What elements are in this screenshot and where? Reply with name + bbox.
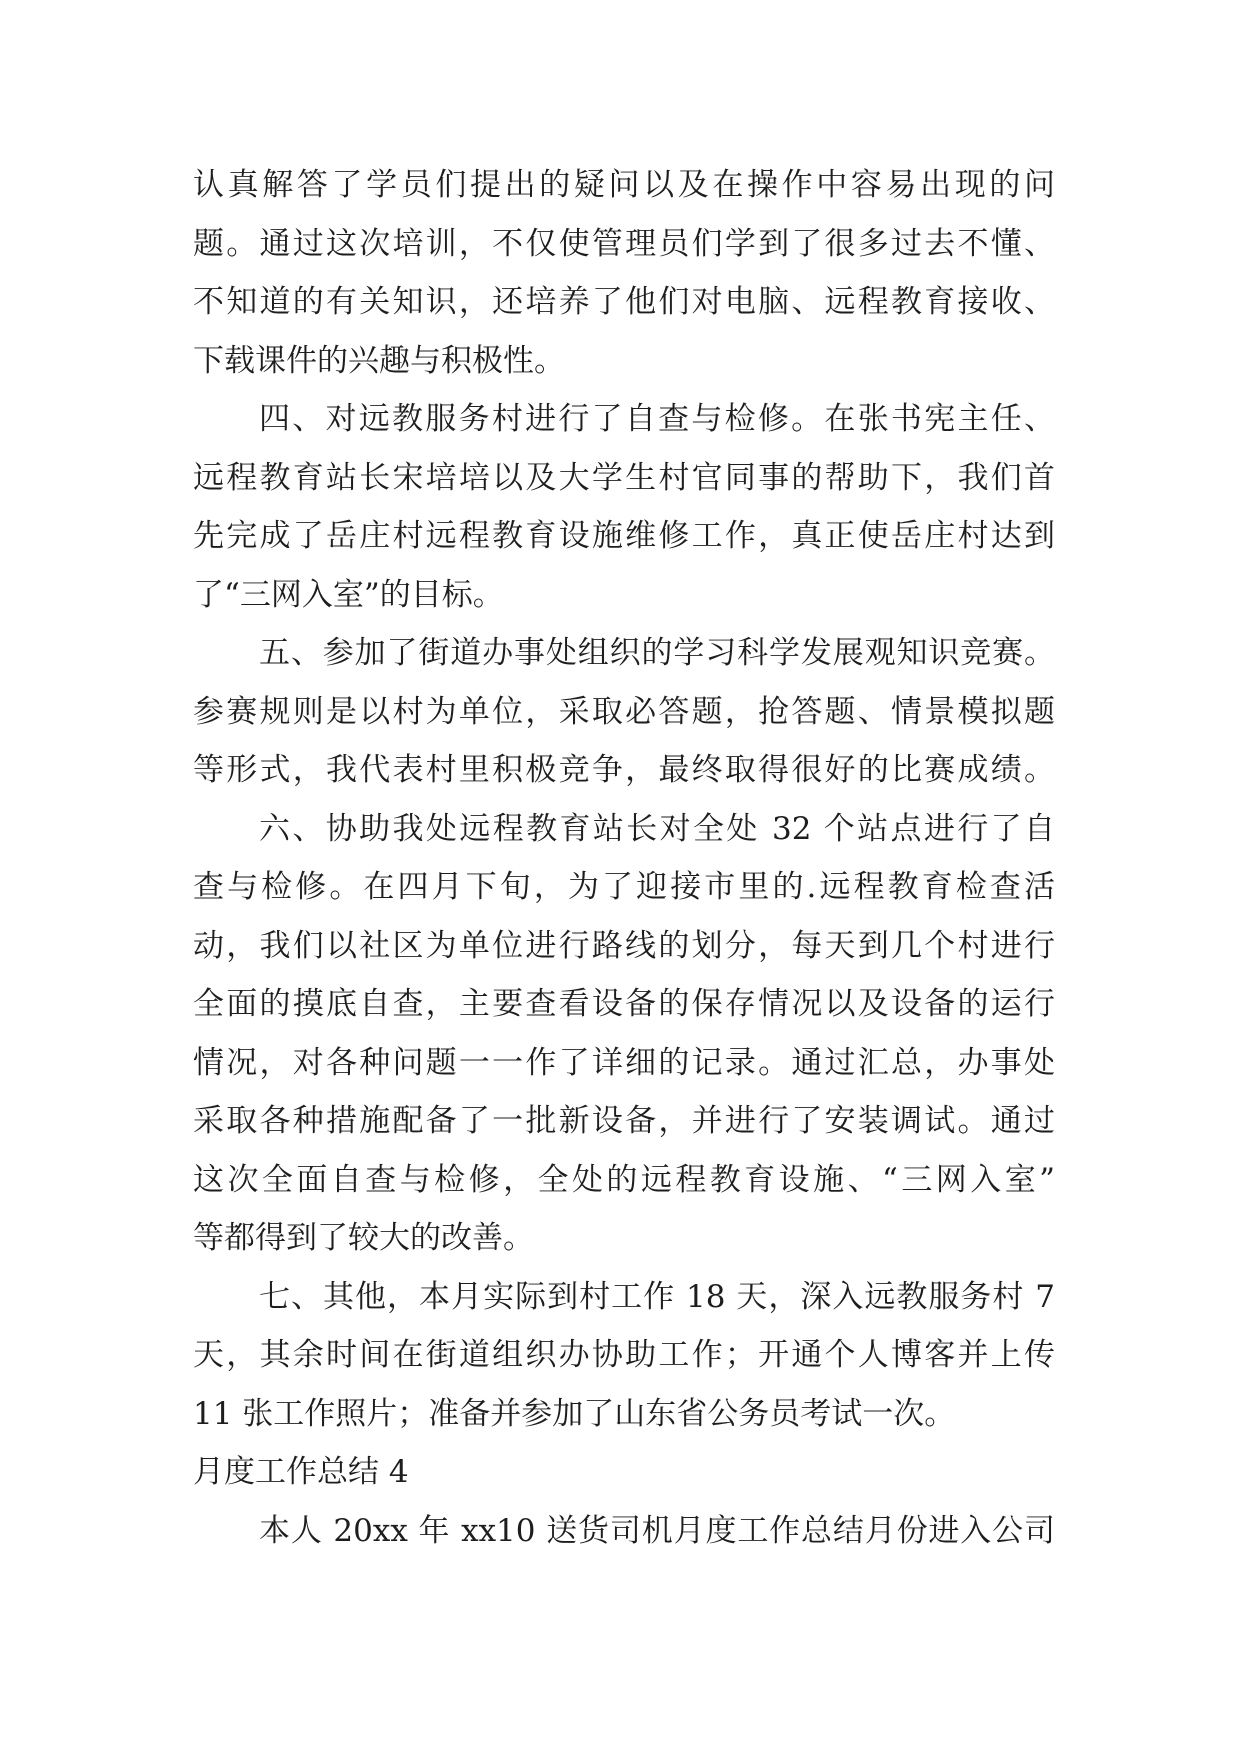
text-line: 11 张工作照片；准备并参加了山东省公务员考试一次。 <box>193 1395 956 1432</box>
paragraph-continued <box>193 156 1055 390</box>
text-line: 六、协助我处远程教育站长对全处 32 个站点进行了自 <box>259 810 1055 847</box>
text-line: 本人 20xx 年 xx10 送货司机月度工作总结月份进入公司 <box>259 1512 1055 1549</box>
text-line: 查与检修。在四月下旬，为了迎接市里的.远程教育检查活 <box>193 869 1055 905</box>
text-line: 七、其他，本月实际到村工作 18 天，深入远教服务村 7 <box>259 1278 1055 1315</box>
text-line: 四、对远教服务村进行了自查与检修。在张书宪主任、 <box>259 401 1055 437</box>
text-line: 题。通过这次培训，不仅使管理员们学到了很多过去不懂、 <box>193 225 1055 262</box>
text-line: 远程教育站长宋培培以及大学生村官同事的帮助下，我们首 <box>193 459 1055 496</box>
paragraph-item-4 <box>193 390 1055 624</box>
text-line: 五、参加了街道办事处组织的学习科学发展观知识竞赛。 <box>259 635 1055 671</box>
text-line: 采取各种措施配备了一批新设备，并进行了安装调试。通过 <box>193 1103 1055 1139</box>
document-body <box>193 156 1055 1560</box>
text-line: 认真解答了学员们提出的疑问以及在操作中容易出现的问 <box>193 167 1055 203</box>
text-line: 不知道的有关知识，还培养了他们对电脑、远程教育接收、 <box>193 284 1055 320</box>
paragraph-item-5 <box>193 624 1055 800</box>
text-line: 下载课件的兴趣与积极性。 <box>193 342 565 379</box>
text-line: 天，其余时间在街道组织办协助工作；开通个人博客并上传 <box>193 1337 1055 1373</box>
text-line: 情况，对各种问题一一作了详细的记录。通过汇总，办事处 <box>193 1044 1055 1081</box>
section-heading: 月度工作总结 4 <box>193 1454 409 1490</box>
text-line: 先完成了岳庄村远程教育设施维修工作，真正使岳庄村达到 <box>193 518 1055 554</box>
paragraph-item-7 <box>193 1268 1055 1444</box>
text-line: 参赛规则是以村为单位，采取必答题，抢答题、情景模拟题 <box>193 693 1055 730</box>
text-line: 全面的摸底自查，主要查看设备的保存情况以及设备的运行 <box>193 986 1055 1022</box>
text-line: 这次全面自查与检修，全处的远程教育设施、“三网入室” <box>193 1161 1055 1198</box>
text-line: 等都得到了较大的改善。 <box>193 1220 534 1256</box>
text-line: 了“三网入室”的目标。 <box>193 576 504 613</box>
text-line: 动，我们以社区为单位进行路线的划分，每天到几个村进行 <box>193 927 1055 964</box>
paragraph-item-6 <box>193 800 1055 1268</box>
paragraph-final <box>193 1502 1055 1561</box>
text-line: 等形式，我代表村里积极竞争，最终取得很好的比赛成绩。 <box>193 752 1055 788</box>
